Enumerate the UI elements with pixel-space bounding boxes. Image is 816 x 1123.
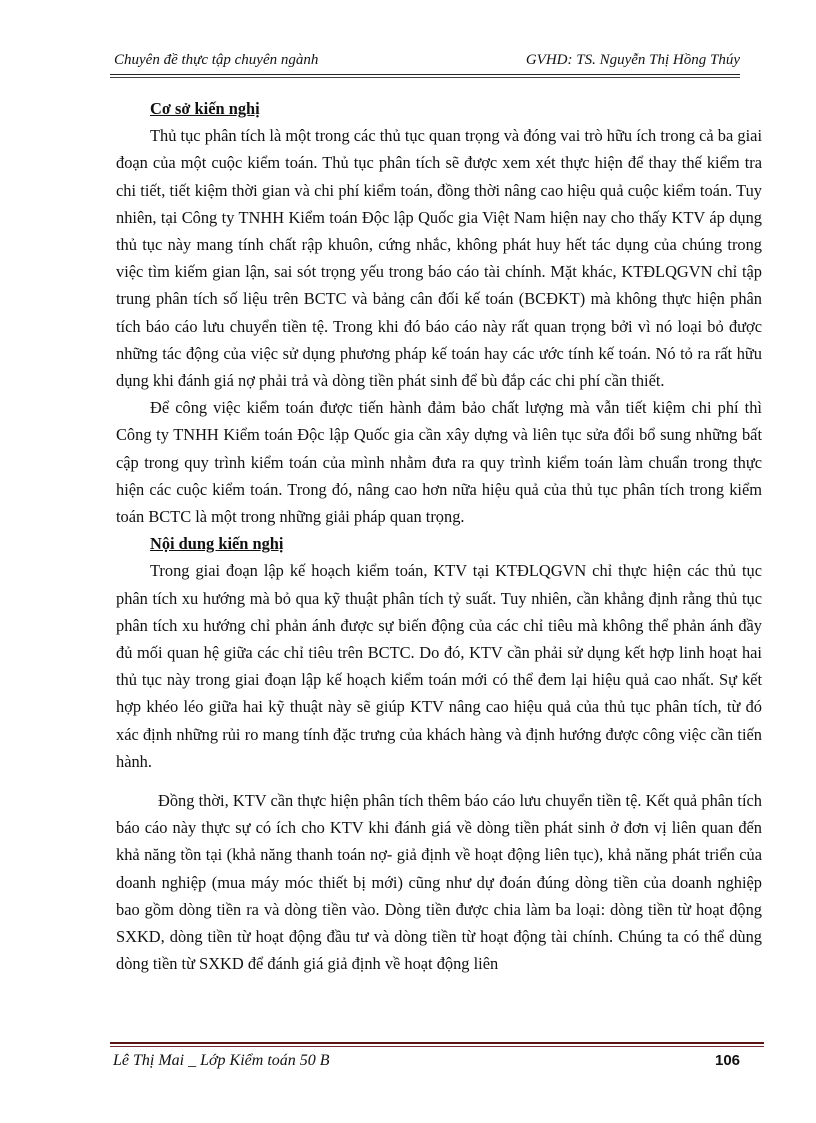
- header-advisor: GVHD: TS. Nguyễn Thị Hồng Thúy: [525, 52, 740, 68]
- page-number: 106: [715, 1052, 741, 1069]
- footer-divider: [110, 1042, 764, 1044]
- header-divider-thin: [110, 77, 740, 78]
- paragraph: Để công việc kiểm toán được tiến hành đảm bảo chất lượng mà vẫn tiết kiệm chi phí thì Công ty TNHH Kiểm toán Độc lập Quốc gia cần xây dựng và liên tục sửa đổi bổ sung những bất cập trong quy trình kiểm toán của mình nhằm đưa ra quy trình kiểm toán làm chuẩn trong thực hiện các cuộc kiểm toán. Trong đó, nâng cao hơn nữa hiệu quả của thủ tục phân tích trong kiểm toán BCTC là một trong những giải pháp quan trọng.: [116, 398, 762, 527]
- footer-author: Lê Thị Mai _ Lớp Kiểm toán 50 B: [113, 1052, 330, 1069]
- page-body: [116, 95, 762, 978]
- header-divider: [110, 74, 740, 75]
- paragraph: Đồng thời, KTV cần thực hiện phân tích thêm báo cáo lưu chuyển tiền tệ. Kết quả phân tích báo cáo này thực sự có ích cho KTV khi đánh giá về dòng tiền phát sinh ở đơn vị liên quan đến khả năng tồn tại (khả năng thanh toán nợ- giả định về hoạt động liên tục), khả năng phát triển của doanh nghiệp (mua máy móc thiết bị mới) cũng như dự đoán đúng dòng tiền của doanh nghiệp bao gồm dòng tiền ra và dòng tiền vào. Dòng tiền được chia làm ba loại: dòng tiền từ hoạt động SXKD, dòng tiền từ hoạt động đầu tư và dòng tiền từ hoạt động tài chính. Chúng ta có thể dùng dòng tiền từ SXKD để đánh giá giả định về hoạt động liên: [116, 791, 762, 974]
- header-title: Chuyên đề thực tập chuyên ngành: [114, 52, 319, 68]
- section-heading-basis: Cơ sở kiến nghị: [150, 99, 260, 118]
- section-heading-content: Nội dung kiến nghị: [150, 534, 284, 554]
- paragraph: Thủ tục phân tích là một trong các thủ tục quan trọng và đóng vai trò hữu ích trong cả ba giai đoạn của một cuộc kiểm toán. Thủ tục phân tích sẽ được xem xét thực hiện để thay thế kiểm tra chi tiết, tiết kiệm thời gian và chi phí kiểm toán, đồng thời nâng cao hiệu quả cuộc kiểm toán. Tuy nhiên, tại Công ty TNHH Kiểm toán Độc lập Quốc gia Việt Nam hiện nay cho thấy KTV áp dụng thủ tục này mang tính chất rập khuôn, cứng nhắc, không phát huy hết tác dụng của chúng trong việc tìm kiếm gian lận, sai sót trọng yếu trong báo cáo tài chính. Mặt khác, KTĐLQGVN chỉ tập trung phân tích số liệu trên BCTC và bảng cân đối kế toán (BCĐKT) mà không thực hiện phân tích báo cáo lưu chuyển tiền tệ. Trong khi đó báo cáo này rất quan trọng bởi vì nó loại bỏ được những tác động của việc sử dụng phương pháp kế toán hay các ước tính kế toán. Nó tỏ ra rất hữu dụng khi đánh giá nợ phải trả và dòng tiền phát sinh để bù đắp các chi phí cần thiết.: [116, 126, 762, 391]
- page-header: [110, 52, 740, 76]
- paragraph: Trong giai đoạn lập kế hoạch kiểm toán, KTV tại KTĐLQGVN chỉ thực hiện các thủ tục phân tích xu hướng mà bỏ qua kỹ thuật phân tích tỷ suất. Tuy nhiên, cần khẳng định rằng thủ tục phân tích xu hướng chỉ phản ánh được sự biến động của các chỉ tiêu mà không thể phản ánh đầy đủ mối quan hệ giữa các chỉ tiêu trên BCTC. Do đó, KTV cần phải sử dụng kết hợp linh hoạt hai thủ tục này trong giai đoạn lập kế hoạch kiểm toán mới có thể đem lại hiệu quả cao nhất. Sự kết hợp khéo léo giữa hai kỹ thuật này sẽ giúp KTV nâng cao hiệu quả của thủ tục phân tích, từ đó xác định những rủi ro mang tính đặc trưng của khách hàng và định hướng được công việc cần tiến hành.: [116, 561, 762, 771]
- footer-divider-thin: [110, 1046, 764, 1047]
